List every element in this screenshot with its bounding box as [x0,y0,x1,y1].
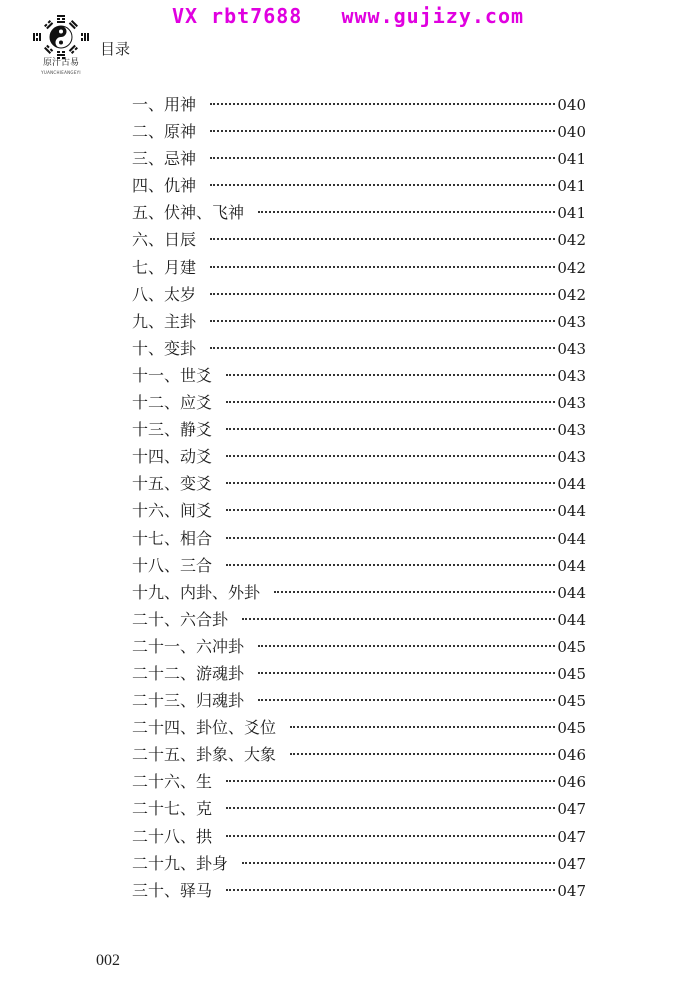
toc-dot-leader [226,401,555,403]
toc-entry[interactable] [132,826,586,853]
toc-entry[interactable] [132,500,586,527]
toc-dot-leader [226,482,555,484]
toc-entry[interactable] [132,582,586,609]
toc-entry[interactable] [132,94,586,121]
toc-entry[interactable] [132,175,586,202]
toc-entry-label: 九、主卦 [132,311,197,331]
toc-entry[interactable] [132,473,586,500]
toc-entry[interactable] [132,690,586,717]
toc-entry-page: 045 [557,719,586,738]
toc-entry[interactable] [132,257,586,284]
toc-entry[interactable] [132,717,586,744]
toc-entry[interactable] [132,853,586,880]
toc-entry-label: 八、太岁 [132,284,197,304]
toc-entry-page: 046 [557,773,586,792]
toc-dot-leader [226,509,555,511]
toc-entry-page: 042 [557,285,586,304]
toc-entry-page: 044 [557,583,586,602]
toc-entry-page: 041 [557,204,586,223]
toc-entry-page: 043 [557,394,586,413]
toc-entry-label: 十二、应爻 [132,393,213,413]
toc-entry-label: 二十九、卦身 [132,853,229,873]
toc-entry-label: 六、日辰 [132,230,197,250]
toc-dot-leader [226,537,555,539]
toc-dot-leader [210,347,555,349]
toc-entry-label: 十八、三合 [132,555,213,575]
bagua-icon [30,14,92,60]
toc-entry-label: 一、用神 [132,95,197,114]
toc-entry[interactable] [132,365,586,392]
toc-entry-page: 045 [557,637,586,656]
toc-entry-label: 二十、六合卦 [132,609,229,629]
toc-entry-label: 二十七、克 [132,799,213,819]
toc-dot-leader [226,780,555,782]
table-of-contents [132,94,586,907]
toc-dot-leader [290,753,555,755]
page-title: 目录 [100,40,131,58]
toc-entry[interactable] [132,555,586,582]
toc-entry[interactable] [132,663,586,690]
toc-entry[interactable] [132,771,586,798]
toc-entry-page: 041 [557,150,586,169]
toc-entry-page: 040 [557,96,586,114]
toc-entry-page: 045 [557,664,586,683]
toc-dot-leader [210,130,555,132]
logo-title: 原汁古易 [42,58,79,68]
toc-entry[interactable] [132,609,586,636]
toc-entry-page: 042 [557,258,586,277]
toc-entry-page: 043 [557,312,586,331]
toc-dot-leader [210,238,555,240]
toc-entry-page: 043 [557,448,586,467]
toc-entry-page: 043 [557,366,586,385]
toc-entry-label: 十七、相合 [132,528,213,548]
toc-entry[interactable] [132,121,586,148]
toc-dot-leader [258,699,555,701]
toc-dot-leader [210,157,555,159]
toc-entry-page: 043 [557,421,586,440]
toc-entry-label: 二十二、游魂卦 [132,663,245,683]
toc-dot-leader [210,184,555,186]
toc-entry[interactable] [132,338,586,365]
watermark-text: VX rbt7688 www.gujizy.com [171,4,525,28]
toc-entry-label: 二、原神 [132,122,197,142]
toc-entry-page: 045 [557,692,586,711]
toc-dot-leader [290,726,555,728]
toc-dot-leader [226,428,555,430]
toc-dot-leader [242,862,555,864]
toc-entry-page: 043 [557,339,586,358]
toc-entry-label: 五、伏神、飞神 [132,203,245,223]
toc-dot-leader [226,835,555,837]
toc-dot-leader [258,645,555,647]
toc-dot-leader [258,211,555,213]
toc-entry-label: 十三、静爻 [132,420,213,440]
toc-entry-label: 二十六、生 [132,772,213,792]
toc-entry[interactable] [132,446,586,473]
toc-entry[interactable] [132,202,586,229]
toc-entry-page: 047 [557,881,586,900]
toc-entry-label: 十九、内卦、外卦 [132,582,261,602]
toc-dot-leader [242,618,555,620]
toc-entry-label: 十、变卦 [132,338,197,358]
toc-entry-page: 047 [557,827,586,846]
toc-entry-page: 044 [557,610,586,629]
toc-entry[interactable] [132,229,586,256]
toc-dot-leader [210,293,555,295]
toc-entry[interactable] [132,744,586,771]
toc-entry-label: 十一、世爻 [132,365,213,385]
toc-entry-label: 十五、变爻 [132,474,213,494]
toc-entry-page: 041 [557,177,586,196]
toc-entry[interactable] [132,798,586,825]
toc-entry-page: 044 [557,556,586,575]
toc-entry-page: 047 [557,854,586,873]
toc-entry[interactable] [132,311,586,338]
toc-dot-leader [210,320,555,322]
toc-entry[interactable] [132,636,586,663]
toc-entry-page: 044 [557,475,586,494]
page-number: 002 [96,952,120,969]
toc-dot-leader [258,672,555,674]
toc-entry-label: 二十一、六冲卦 [132,636,245,656]
toc-entry-label: 二十三、归魂卦 [132,691,245,711]
toc-dot-leader [226,455,555,457]
toc-entry[interactable] [132,419,586,446]
toc-dot-leader [210,103,555,105]
toc-entry-label: 十六、间爻 [132,501,213,521]
toc-dot-leader [274,591,555,593]
toc-entry-label: 二十五、卦象、大象 [132,745,277,765]
toc-entry-page: 046 [557,746,586,765]
toc-entry-label: 三十、驿马 [132,880,213,900]
toc-entry-label: 四、仇神 [132,176,197,196]
toc-entry-page: 042 [557,231,586,250]
toc-entry[interactable] [132,284,586,311]
logo-subtitle: YUANCHIEANGEYI [41,70,81,75]
toc-entry-page: 044 [557,502,586,521]
toc-entry-page: 047 [557,800,586,819]
toc-dot-leader [226,564,555,566]
toc-entry-label: 二十四、卦位、爻位 [132,718,277,738]
toc-dot-leader [226,889,555,891]
toc-entry[interactable] [132,528,586,555]
toc-entry-page: 044 [557,529,586,548]
toc-dot-leader [226,807,555,809]
toc-entry[interactable] [132,148,586,175]
toc-entry[interactable] [132,880,586,907]
toc-dot-leader [226,374,555,376]
toc-dot-leader [210,266,555,268]
toc-entry-label: 二十八、拱 [132,826,213,846]
toc-entry-label: 三、忌神 [132,149,197,169]
toc-entry[interactable] [132,392,586,419]
toc-entry-page: 040 [557,123,586,142]
toc-entry-label: 十四、动爻 [132,447,213,467]
toc-entry-label: 七、月建 [132,257,197,277]
